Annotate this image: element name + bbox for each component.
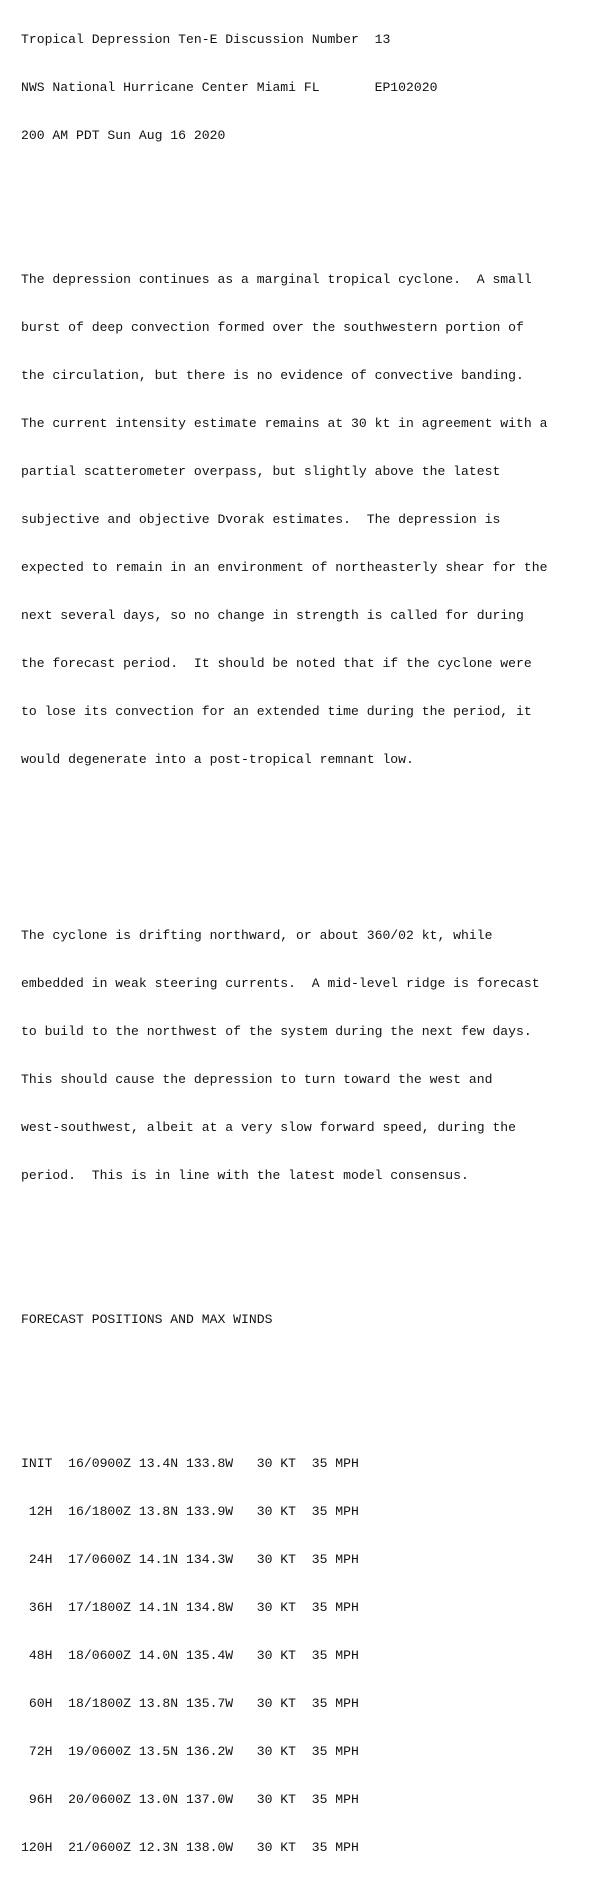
header-timestamp: 200 AM PDT Sun Aug 16 2020 xyxy=(21,128,226,143)
forecast-row: 120H 21/0600Z 12.3N 138.0W 30 KT 35 MPH xyxy=(21,1840,359,1855)
paragraph-motion xyxy=(21,896,601,1216)
header-issuer: NWS National Hurricane Center Miami FL EP102020 xyxy=(21,80,438,95)
forecast-row: 36H 17/1800Z 14.1N 134.8W 30 KT 35 MPH xyxy=(21,1600,359,1615)
text-line: would degenerate into a post-tropical remnant low. xyxy=(21,752,414,767)
forecast-row: 48H 18/0600Z 14.0N 135.4W 30 KT 35 MPH xyxy=(21,1648,359,1663)
text-line: to build to the northwest of the system during the next few days. xyxy=(21,1024,532,1039)
forecast-table xyxy=(21,1424,601,1888)
text-line: partial scatterometer overpass, but slightly above the latest xyxy=(21,464,501,479)
text-line: embedded in weak steering currents. A mid-level ridge is forecast xyxy=(21,976,540,991)
forecast-row: 24H 17/0600Z 14.1N 134.3W 30 KT 35 MPH xyxy=(21,1552,359,1567)
spacer xyxy=(21,1360,601,1376)
text-line: west-southwest, albeit at a very slow forward speed, during the xyxy=(21,1120,517,1135)
forecast-title: FORECAST POSITIONS AND MAX WINDS xyxy=(21,1312,273,1327)
text-line: The depression continues as a marginal tropical cyclone. A small xyxy=(21,272,532,287)
spacer xyxy=(21,176,601,192)
forecast-row: 60H 18/1800Z 13.8N 135.7W 30 KT 35 MPH xyxy=(21,1696,359,1711)
text-line: to lose its convection for an extended time during the period, it xyxy=(21,704,532,719)
header-title: Tropical Depression Ten-E Discussion Number 13 xyxy=(21,32,391,47)
text-line: expected to remain in an environment of northeasterly shear for the xyxy=(21,560,548,575)
text-line: This should cause the depression to turn toward the west and xyxy=(21,1072,493,1087)
text-line: the forecast period. It should be noted that if the cyclone were xyxy=(21,656,532,671)
spacer xyxy=(21,832,601,848)
text-line: burst of deep convection formed over the southwestern portion of xyxy=(21,320,524,335)
spacer xyxy=(21,1248,601,1264)
text-line: The cyclone is drifting northward, or about 360/02 kt, while xyxy=(21,928,493,943)
forecast-row: INIT 16/0900Z 13.4N 133.8W 30 KT 35 MPH xyxy=(21,1456,359,1471)
text-line: the circulation, but there is no evidence of convective banding. xyxy=(21,368,524,383)
text-line: subjective and objective Dvorak estimates. The depression is xyxy=(21,512,501,527)
paragraph-intensity xyxy=(21,240,601,800)
text-line: The current intensity estimate remains at 30 kt in agreement with a xyxy=(21,416,548,431)
forecast-row: 12H 16/1800Z 13.8N 133.9W 30 KT 35 MPH xyxy=(21,1504,359,1519)
forecast-row: 72H 19/0600Z 13.5N 136.2W 30 KT 35 MPH xyxy=(21,1744,359,1759)
forecast-row: 96H 20/0600Z 13.0N 137.0W 30 KT 35 MPH xyxy=(21,1792,359,1807)
text-line: period. This is in line with the latest model consensus. xyxy=(21,1168,469,1183)
text-line: next several days, so no change in strength is called for during xyxy=(21,608,524,623)
discussion-document xyxy=(21,0,601,1904)
